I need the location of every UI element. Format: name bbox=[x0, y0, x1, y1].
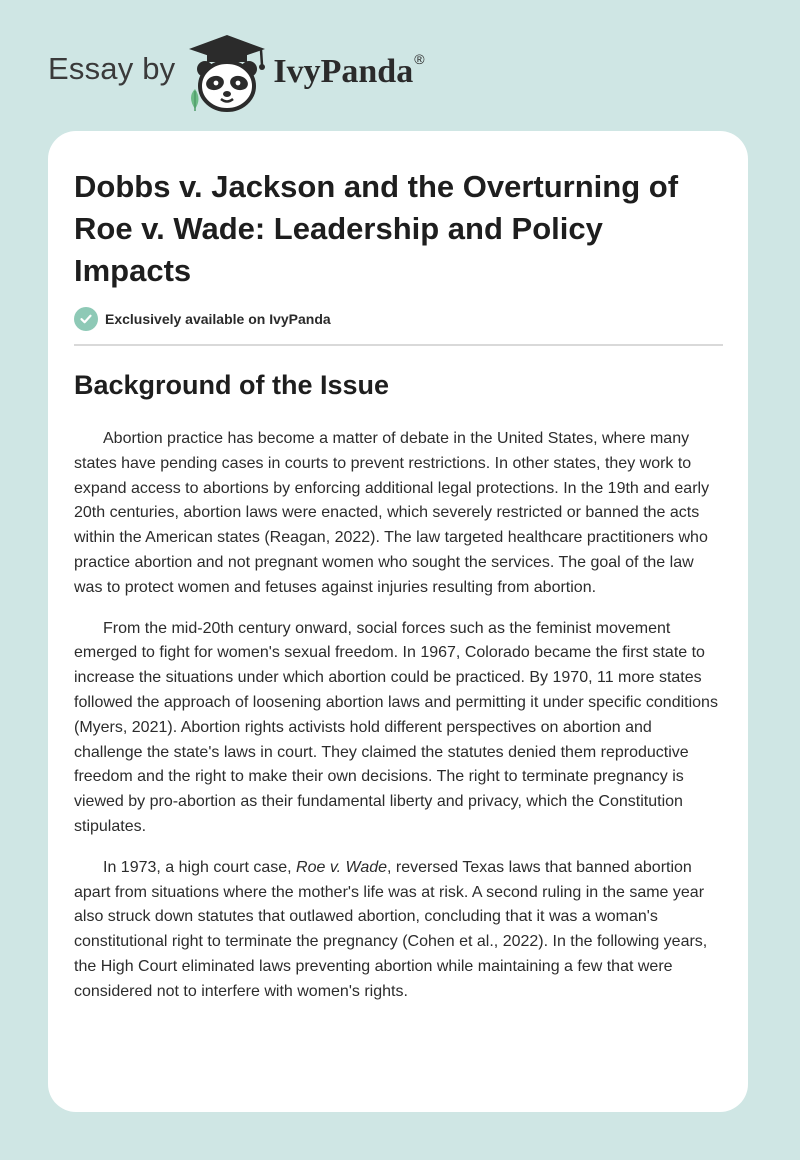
brand-name: IvyPanda bbox=[273, 53, 414, 90]
site-header-logo[interactable] bbox=[48, 30, 425, 116]
paragraph-2: From the mid-20th century onward, social forces such as the feminist movement emerged to fight for women's sexual freedom. In 1967, Colorado became the first state to increase the situations under which abortion could be practiced. By 1970, 11 more states followed the approach of loosening abortion laws and permitting it under specific conditions (Myers, 2021). Abortion rights activists hold different perspectives on abortion and challenge the state's laws in court. They claimed the statutes denied them reproductive freedom and the right to make their own decisions. The right to terminate pregnancy is viewed by pro-abortion as their fundamental liberty and privacy, which the Constitution stipulates. bbox=[74, 619, 718, 835]
exclusive-label: Exclusively available on IvyPanda bbox=[105, 311, 331, 327]
essay-body bbox=[74, 427, 724, 1021]
essay-title: Dobbs v. Jackson and the Overturning of Roe v. Wade: Leadership and Policy Impacts bbox=[74, 169, 679, 288]
paragraph-3 bbox=[74, 856, 724, 1005]
section-heading: Background of the Issue bbox=[74, 370, 390, 400]
paragraph-3-intro: In 1973, a high court case, bbox=[103, 858, 297, 876]
divider bbox=[74, 344, 723, 346]
exclusive-notice bbox=[74, 307, 331, 331]
essay-card bbox=[48, 131, 748, 1112]
essay-by-label: Essay by bbox=[48, 51, 176, 86]
case-name: Roe v. Wade bbox=[296, 858, 388, 876]
paragraph-3-rest: , reversed Texas laws that banned abortion apart from situations where the mother's life was at risk. A second ruling in the same year also struck down statutes that outlawed abortion, concluding that it was a woman's constitutional right to terminate the pregnancy (Cohen et al., 2022). In the following years, the High Court eliminated laws preventing abortion while maintaining a few that were considered not to interfere with women's rights. bbox=[74, 858, 708, 1000]
check-icon bbox=[79, 312, 93, 326]
paragraph-1: Abortion practice has become a matter of debate in the United States, where many states have pending cases in courts to prevent restrictions. In other states, they work to expand access to abortions by enforcing additional legal protections. In the 19th and early 20th centuries, abortion laws were enacted, which severely restricted or banned the acts within the American states (Reagan, 2022). The law targeted healthcare practitioners who practice abortion and not pregnant women who sought the services. The goal of the law was to protect women and fetuses against injuries resulting from abortion. bbox=[74, 430, 710, 596]
panda-logo-icon bbox=[185, 31, 269, 115]
check-badge-icon bbox=[74, 307, 98, 331]
registered-mark: ® bbox=[414, 51, 425, 67]
